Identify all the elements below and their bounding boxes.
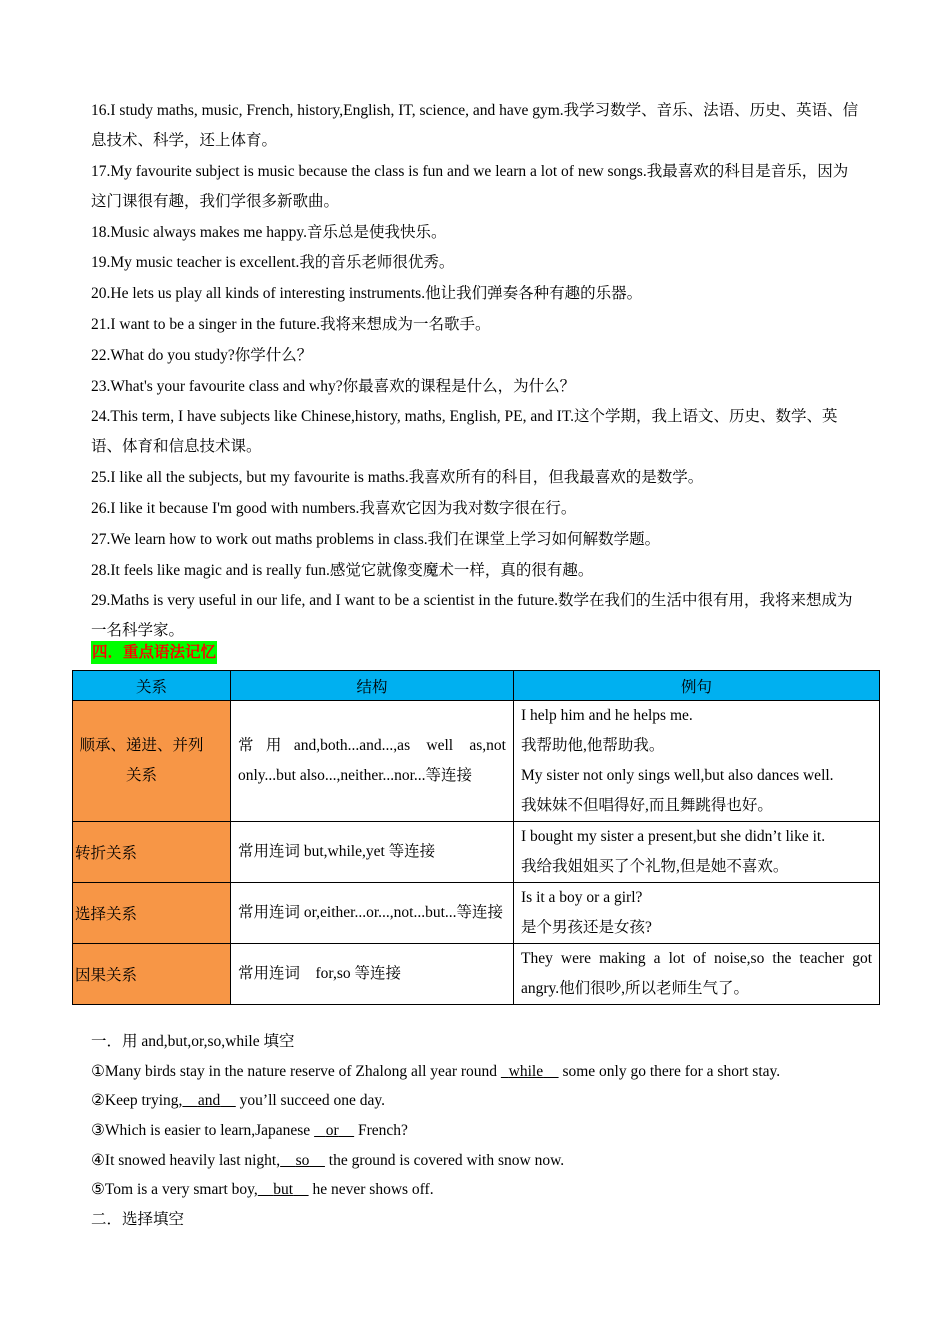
item-number: ⑤: [91, 1181, 105, 1199]
header-example: 例句: [514, 671, 880, 701]
item-text-after: you’ll succeed one day.: [239, 1092, 385, 1110]
answer-blank: [314, 1122, 354, 1139]
sentence-item: 29.Maths is very useful in our life, and I want to be a scientist in the future.数学在我们的生活中很有用，我将来想成为一名科学家。: [91, 592, 853, 640]
sentence-item: 17.My favourite subject is music because the class is fun and we learn a lot of new songs.我最喜欢的科目是音乐，因为这门课很有趣，我们学很多新歌曲。: [91, 162, 849, 210]
item-text-after: the ground is covered with snow now.: [328, 1151, 565, 1169]
table-row: [73, 944, 880, 1005]
sentence-item: 24.This term, I have subjects like Chinese,history, maths, English, PE, and IT.这个学期，我上语文、历史、数学、英语、体育和信息技术课。: [91, 408, 838, 456]
example-line: I help him and he helps me.: [521, 707, 693, 724]
sentence-item: 27.We learn how to work out maths problems in class.我们在课堂上学习如何解数学题。: [91, 530, 661, 548]
sentence-list: [91, 96, 861, 647]
answer-text: while: [508, 1062, 544, 1080]
exercise-heading: 一．用 and,but,or,so,while 填空: [91, 1033, 295, 1050]
structure-cell: 常用连词 for,so 等连接: [231, 944, 514, 1005]
sentence-item: 16.I study maths, music, French, history,English, IT, science, and have gym.我学习数学、音乐、法语、历史、英语、信息技术、科学，还上体育。: [91, 102, 859, 149]
example-line: Is it a boy or a girl?: [521, 889, 643, 906]
item-number: ④: [91, 1151, 105, 1169]
table-row: [73, 822, 880, 883]
exercise-item: [91, 1146, 881, 1176]
answer-blank: [182, 1092, 235, 1109]
section-title: 四．重点语法记忆: [91, 641, 217, 664]
structure-cell: 常用and,both...and...,as well as,not only...but also...,neither...nor...等连接: [231, 701, 514, 822]
sentence-item: 18.Music always makes me happy.音乐总是使我快乐。: [91, 223, 447, 241]
item-text-after: some only go there for a short stay.: [562, 1062, 781, 1080]
answer-text: or: [325, 1122, 339, 1140]
example-line: 是个男孩还是女孩?: [521, 919, 652, 936]
structure-cell: 常用连词 or,either...or...,not...but...等连接: [231, 883, 514, 944]
example-line: They were making a lot of noise,so the teacher got angry.他们很吵,所以老师生气了。: [521, 950, 872, 997]
structure-cell: 常用连词 but,while,yet 等连接: [231, 822, 514, 883]
relation-cell: 顺承、递进、并列关系: [73, 701, 231, 822]
relation-cell: 选择关系: [73, 883, 231, 944]
sentence-item: 20.He lets us play all kinds of interesting instruments.他让我们弹奏各种有趣的乐器。: [91, 285, 643, 303]
example-line: 我妹妹不但唱得好,而且舞跳得也好。: [521, 797, 773, 814]
header-relation: 关系: [73, 671, 231, 701]
item-text-before: Tom is a very smart boy,: [104, 1181, 258, 1199]
item-text-before: Which is easier to learn,Japanese: [104, 1122, 315, 1140]
example-cell: [514, 822, 880, 883]
sentence-item: 28.It feels like magic and is really fun.感觉它就像变魔术一样，真的很有趣。: [91, 561, 594, 579]
example-line: I bought my sister a present,but she didn’t like it.: [521, 828, 826, 845]
answer-blank: [280, 1152, 325, 1169]
example-line: 我帮助他,他帮助我。: [521, 737, 665, 754]
example-line: My sister not only sings well,but also dances well.: [521, 767, 834, 784]
grammar-table: [72, 670, 880, 1005]
item-number: ①: [91, 1062, 105, 1080]
table-row: [73, 883, 880, 944]
sentence-item: 26.I like it because I'm good with numbers.我喜欢它因为我对数字很在行。: [91, 499, 577, 517]
sentence-item: 21.I want to be a singer in the future.我将来想成为一名歌手。: [91, 315, 491, 333]
answer-text: so: [295, 1151, 310, 1169]
exercise-item: [91, 1175, 881, 1205]
item-number: ③: [91, 1122, 105, 1140]
exercise-item: [91, 1086, 881, 1116]
relation-cell: 转折关系: [73, 822, 231, 883]
exercise-item: [91, 1057, 881, 1087]
item-text-before: Many birds stay in the nature reserve of Zhalong all year round: [104, 1062, 501, 1080]
answer-text: but: [273, 1181, 294, 1199]
item-text-after: he never shows off.: [312, 1181, 434, 1199]
answer-blank: [501, 1063, 559, 1080]
table-header-row: [73, 671, 880, 701]
relation-cell: 因果关系: [73, 944, 231, 1005]
item-text-before: Keep trying,: [104, 1092, 183, 1110]
answer-blank: [258, 1181, 309, 1198]
exercise-section: [91, 1027, 881, 1235]
sentence-item: 19.My music teacher is excellent.我的音乐老师很优秀。: [91, 254, 455, 272]
exercise-heading: 二．选择填空: [91, 1211, 185, 1229]
item-text-after: French?: [358, 1122, 408, 1140]
item-number: ②: [91, 1092, 105, 1110]
example-cell: [514, 944, 880, 1005]
example-cell: [514, 883, 880, 944]
sentence-item: 25.I like all the subjects, but my favourite is maths.我喜欢所有的科目，但我最喜欢的是数学。: [91, 469, 704, 487]
exercise-item: [91, 1116, 881, 1146]
table-row: [73, 701, 880, 822]
example-line: 我给我姐姐买了个礼物,但是她不喜欢。: [521, 858, 789, 875]
sentence-item: 22.What do you study?你学什么？: [91, 346, 313, 364]
example-cell: [514, 701, 880, 822]
sentence-item: 23.What's your favourite class and why?你最喜欢的课程是什么，为什么？: [91, 377, 576, 395]
answer-text: and: [197, 1092, 221, 1110]
item-text-before: It snowed heavily last night,: [104, 1151, 281, 1169]
header-structure: 结构: [231, 671, 514, 701]
